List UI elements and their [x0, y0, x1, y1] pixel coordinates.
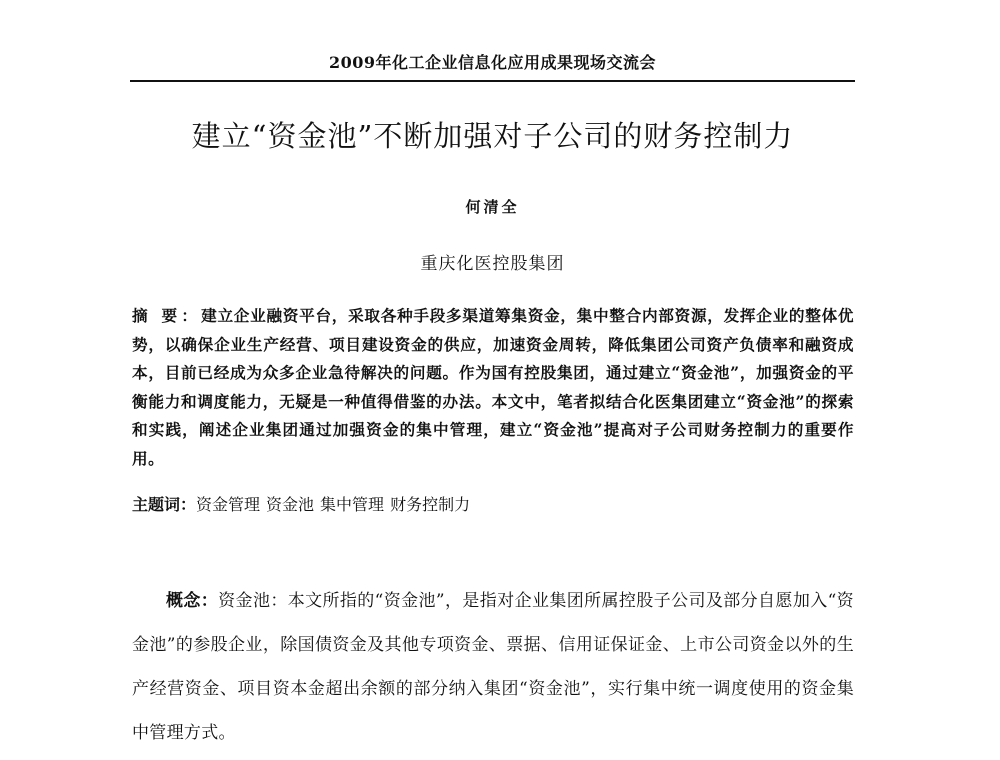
- concept-paragraph: [132, 579, 854, 755]
- abstract-text: 建立企业融资平台，采取各种手段多渠道筹集资金，集中整合内部资源，发挥企业的整体优势，以确保企业生产经营、项目建设资金的供应，加速资金周转，降低集团公司资产负债率和融资成本，目前已经成为众多企业急待解决的问题。作为国有控股集团，通过建立“资金池”，加强资金的平衡能力和调度能力，无疑是一种值得借鉴的办法。本文中，笔者拟结合化医集团建立“资金池”的探索和实践，阐述企业集团通过加强资金的集中管理，建立“资金池”提高对子公司财务控制力的重要作用。: [132, 306, 854, 468]
- keyword-item: 资金管理: [196, 495, 261, 514]
- keywords-label: 主题词：: [132, 495, 197, 514]
- abstract: [132, 302, 854, 474]
- abstract-label: 摘 要：: [132, 306, 202, 325]
- keywords: [132, 492, 854, 518]
- keyword-item: 资金池: [266, 495, 315, 514]
- concept-text: 资金池：本文所指的“资金池”，是指对企业集团所属控股子公司及部分自愿加入“资金池”的参股企业，除国债资金及其他专项资金、票据、信用证保证金、上市公司资金以外的生产经营资金、项目资本金超出余额的部分纳入集团“资金池”，实行集中统一调度使用的资金集中管理方式。: [132, 591, 854, 743]
- author-name: 何清全: [465, 198, 520, 216]
- header-rule: [130, 80, 855, 82]
- author-affiliation: 重庆化医控股集团: [420, 254, 565, 274]
- running-header: 2009年化工企业信息化应用成果现场交流会: [328, 53, 657, 72]
- concept-label: 概念：: [166, 591, 219, 611]
- keyword-item: 集中管理: [320, 495, 385, 514]
- paper-title: 建立“资金池”不断加强对子公司的财务控制力: [191, 119, 794, 153]
- keyword-item: 财务控制力: [390, 495, 471, 514]
